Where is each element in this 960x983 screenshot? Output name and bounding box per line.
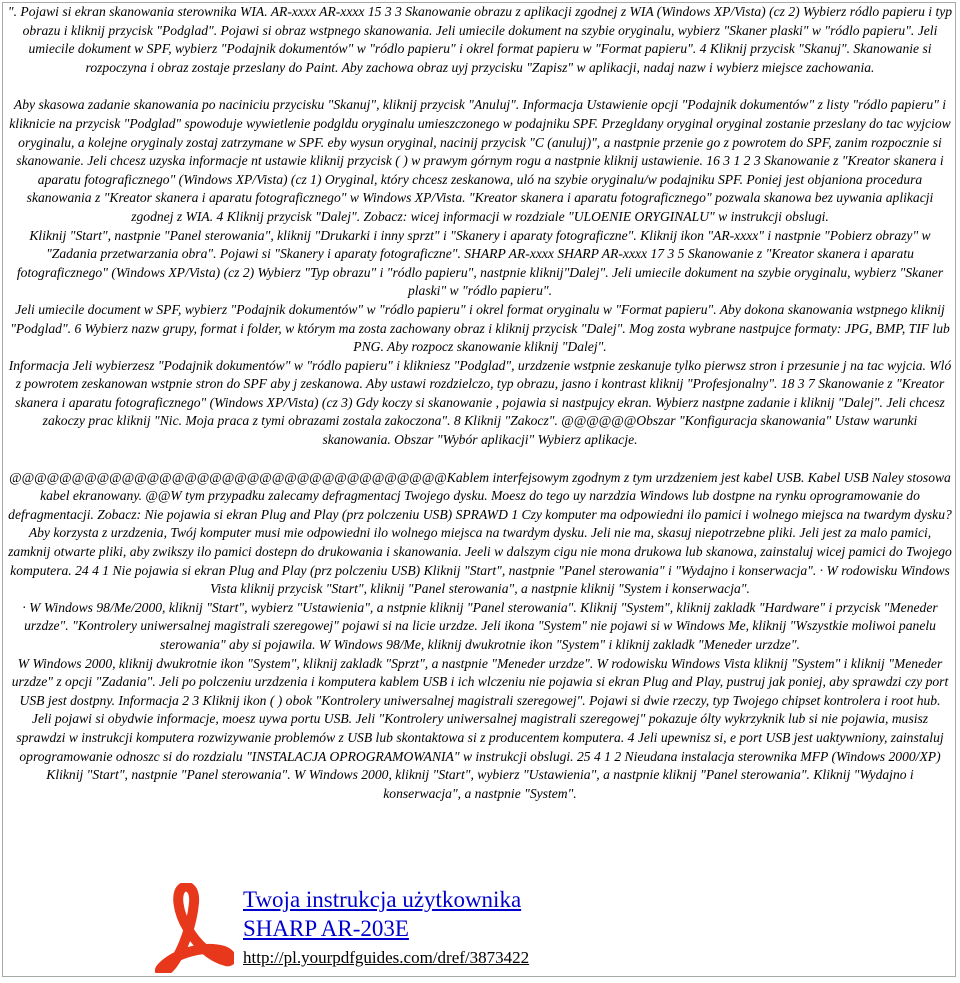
document-body xyxy=(7,3,953,803)
paragraph-3: Kliknij "Start", nastpnie "Panel sterowania", kliknij "Drukarki i inny sprzt" i "Skanery i aparaty fotograficzne". Kliknij ikon "AR-xxxx" i nastpnie "Pobierz obrazy" w "Zadania przetwarzania obra". Pojawi si "Skanery i aparaty fotograficzne". SHARP AR-xxxx SHARP AR-xxxx 17 3 5 Skanowanie z "Kreator skanera i aparatu fotograficznego" (Windows XP/Vista) (cz 2) Wybierz "Typ obrazu" i "ródlo papieru", nastpnie kliknij"Dalej". Jeli umiecile dokument na szybie oryginalu, wybierz "Skaner plaski" w "ródlo papieru". xyxy=(16,227,944,299)
source-url-link[interactable]: http://pl.yourpdfguides.com/dref/3873422 xyxy=(243,948,530,967)
paragraph-4: Jeli umiecile document w SPF, wybierz "Podajnik dokumentów" w "ródlo papieru" i okrel format oryginalu w "Format papieru". Aby dokona skanowania wstpnego kliknij "Podglad". 6 Wybierz nazw grupy, format i folder, w którym ma zosta zachowany obraz i kliknij przycisk "Dalej". Mog zosta wybrane nastpujce formaty: JPG, BMP, TIF lub PNG. Aby rozpocz skanowanie kliknij "Dalej". xyxy=(10,301,950,355)
paragraph-5: Informacja Jeli wybierzesz "Podajnik dokumentów" w "ródlo papieru" i klikniesz "Podglad", urzdzenie wstpnie zeskanuje tylko pierwsz stron i przesunie j na tac wyjcia. Wló z powrotem zeskanowan wstpnie stron do SPF aby j zeskanowa. Aby ustawi rozdzielczo, typ obrazu, jasno i kontrast kliknij "Profesjonalny". 18 3 7 Skanowanie z "Kreator skanera i aparatu fotograficznego" (Windows XP/Vista) (cz 3) Gdy koczy si skanowanie , pojawia si nastpujcy ekran. Wybierz nastpne zadanie i kliknij "Dalej". Jeli chcesz zakoczy prac kliknij "Nic. Moja praca z tymi obrazami zostala zakoczona". 8 Kliknij "Zakocz". @@@@@@Obszar "Konfiguracja skanowania" Ustaw warunki skanowania. Obszar "Wybór aplikacji" Wybierz aplikacje. xyxy=(8,357,952,448)
paragraph-7: · W Windows 98/Me/2000, kliknij "Start", wybierz "Ustawienia", a nstpnie kliknij "Panel sterowania". Kliknij "System", kliknij zakladk "Hardware" i przycisk "Meneder urzdze". "Kontrolery uniwersalnej magistrali szeregowej" pojawi si na licie urzdze. Jeli ikona "System" nie pojawi si w Windows Me, kliknij "Wszystkie moliwoi panelu sterowania" aby si pojawila. W Windows 98/Me, kliknij dwukrotnie ikon "System" i kliknij zakladk "Meneder urzdze". xyxy=(22,599,938,652)
footer xyxy=(3,878,953,977)
paragraph-8: W Windows 2000, kliknij dwukrotnie ikon "System", kliknij zakladk "Sprzt", a nastpnie "Meneder urzdze". W rodowisku Windows Vista kliknij "System" i kliknij "Meneder urzdze" z opcji "Zadania". Jeli po polczeniu urzdzenia i komputera kablem USB i ich wlczeniu nie pojawia si ekran Plug and Play, pustruj jak poniej, aby sprawdzi czy port USB jest dostpny. Informacja 2 3 Kliknij ikon ( ) obok "Kontrolery uniwersalnej magistrali szeregowej". Pojawi si dwie rzeczy, typ Twojego chipset kontrolera i root hub. xyxy=(11,655,949,708)
product-model-link[interactable]: SHARP AR-203E xyxy=(243,916,409,941)
manual-title-link[interactable]: Twoja instrukcja użytkownika xyxy=(243,887,522,912)
paragraph-9: Jeli pojawi si obydwie informacje, moesz uywa portu USB. Jeli "Kontrolery uniwersalnej magistrali szeregowej" pokazuje ólty wykrzyknik lub si nie pojawia, musisz sprawdzi w instrukcji komputera rozwizywanie problemów z USB lub skontaktowa si z producentem komputera. 4 Jeli upewnisz si, e port USB jest uaktywniony, zainstaluj oprogramowanie odnoszc si do rozdzialu "INSTALACJA OPROGRAMOWANIA" w instrukcji obslugi. 25 4 1 2 Nieudana instalacja sterownika MFP (Windows 2000/XP) Kliknij "Start", nastpnie "Panel sterowania". W Windows 2000, kliknij "Start", wybierz "Ustawienia", a nastpnie kliknij "Panel sterowania". Kliknij "Wydajno i konserwacja", a nastpnie "System". xyxy=(16,711,944,801)
pdf-acrobat-swirl-icon xyxy=(154,883,234,973)
paragraph-6: @@@@@@@@@@@@@@@@@@@@@@@@@@@@@@@@@@@Kablem interfejsowym zgodnym z tym urzdzeniem jest kabel USB. Kabel USB Naley stosowa kabel ekranowany. @@W tym przypadku zalecamy defragmentacj Twojego dysku. Moesz do tego uy narzdzia Windows lub dostpne na rynku oprogramowanie do defragmentacji. Zobacz: Nie pojawia si ekran Plug and Play (prz polczeniu USB) SPRAWD 1 Czy komputer ma odpowiedni ilo pamici i wolnego miejsca na twardym dysku? Aby korzysta z urzdzenia, Twój komputer musi mie odpowiedni ilo wolnego miejsca na twardym dysku. Jeli nie ma, skasuj niepotrzebne pliki. Jeli jest za malo pamici, zamknij otwarte pliki, aby zwikszy ilo pamici dostepn do drukowania i skanowania. Jeeli w dalszym cigu nie mona drukowa lub skanowa, zainstaluj wicej pamici do Twojego komputera. 24 4 1 Nie pojawia si ekran Plug and Play (prz polczeniu USB) Kliknij "Start", nastpnie "Panel sterowania" i "Wydajno i konserwacja". · W rodowisku Windows Vista kliknij przycisk "Start", kliknij "Panel sterowania", a nastpnie kliknij "System i konserwacja". xyxy=(8,469,952,597)
document-page xyxy=(2,2,956,977)
paragraph-2: Aby skasowa zadanie skanowania po naciniciu przycisku "Skanuj", kliknij przycisk "Anuluj". Informacja Ustawienie opcji "Podajnik dokumentów" z listy "ródlo papieru" i kliknicie na przycisk "Podglad" spowoduje wywietlenie podgldu oryginalu umieszczonego w podajniku SPF. Przegldany oryginal oryginal zostanie przeslany do tac wyjciow oryginalu, a kolejne oryginaly zostaj zatrzymane w SPF. eby wysun oryginal, nacinij przycisk "C (anuluj)", a nastpnie przenie go z powrotem do SPF, zanim rozpocznie si skanowanie. Jeli chcesz uzyska informacje nt ustawie kliknij przycisk ( ) w prawym górnym rogu a nastpnie kliknij ustawienie. 16 3 1 2 3 Skanowanie z "Kreator skanera i aparatu fotograficznego" (Windows XP/Vista) (cz 1) Oryginal, który chcesz zeskanowa, uló na szybie oryginalu/w podajniku SPF. Poniej jest objaniona procedura skanowania z "Kreator skanera i aparatu fotograficznego" w Windows XP/Vista. "Kreator skanera i aparatu fotograficznego" pozwala skanowa bez uywania aplikacji zgodnej z WIA. 4 Kliknij przycisk "Dalej". Zobacz: wicej informacji w rozdziale "ULOENIE ORYGINALU" w instrukcji obslugi. xyxy=(9,97,951,224)
paragraph-1: ". Pojawi si ekran skanowania sterownika WIA. AR-xxxx AR-xxxx 15 3 3 Skanowanie obrazu z aplikacji zgodnej z WIA (Windows XP/Vista) (cz 2) Wybierz ródlo papieru i typ obrazu i kliknij przycisk "Podglad". Pojawi si obraz wstpnego skanowania. Jeli umiecile dokument na szybie oryginalu, wybierz "Skaner plaski" w "ródlo papieru". Jeli umiecile dokument w SPF, wybierz "Podajnik dokumentów" w "ródlo papieru" i okrel format papieru w "Format papieru". 4 Kliknij przycisk "Skanuj". Skanowanie si rozpoczyna i obraz zostaje przeslany do Paint. Aby zachowa obraz uyj przycisku "Zapisz" w aplikacji, nadaj nazw i wybierz miejsce zachowania. xyxy=(7,4,953,75)
